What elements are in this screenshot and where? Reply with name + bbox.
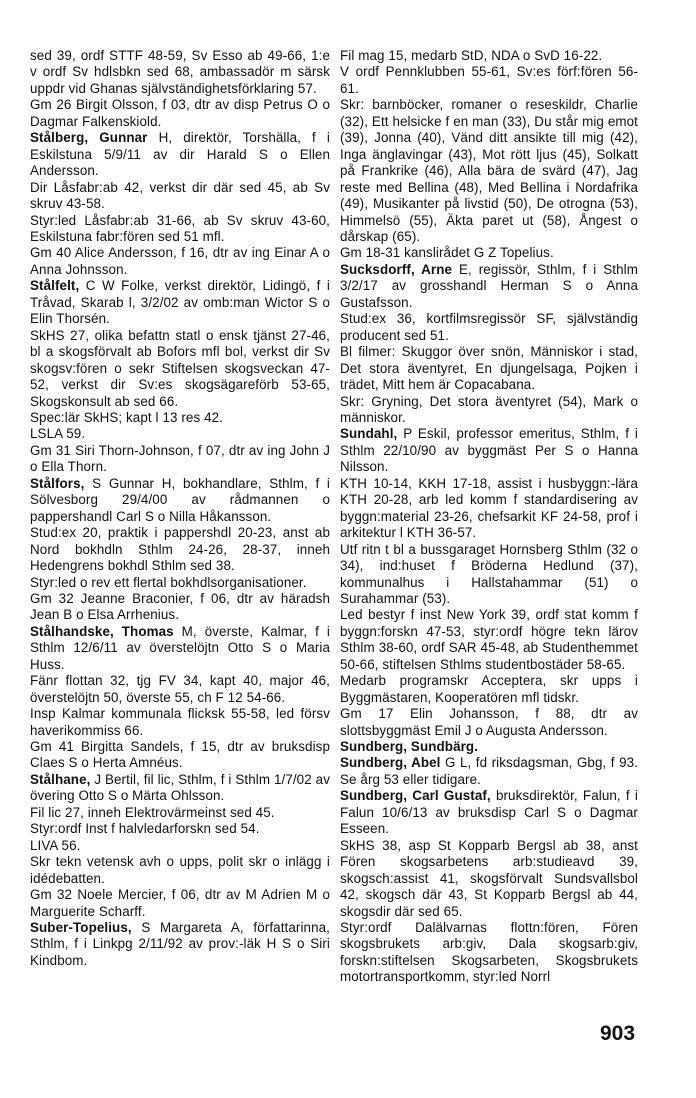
entry-text: LIVA 56. (30, 837, 81, 853)
entry-name: Suber-Topelius, (30, 920, 132, 936)
biography-entry-heading (30, 772, 330, 805)
entry-text: Fil mag 15, medarb StD, NDA o SvD 16-22. (340, 48, 603, 63)
entry-name: Stålhane, (30, 771, 91, 787)
entry-text: Gm 40 Alice Andersson, f 16, dtr av ing Einar A o Anna Johnsson. (30, 245, 330, 277)
biography-paragraph (340, 344, 638, 393)
entry-text: Spec:lär SkHS; kapt l 13 res 42. (30, 409, 223, 425)
biography-paragraph (30, 854, 330, 887)
biography-entry-heading (30, 130, 330, 179)
biography-paragraph (340, 64, 638, 97)
biography-paragraph (340, 394, 638, 427)
entry-text: Medarb programskr Acceptera, skr upps i Byggmästaren, Kooperatören mfl tidskr. (340, 673, 638, 705)
entry-text: Fänr flottan 32, tjg FV 34, kapt 40, major 46, överstelöjtn 50, överste 55, ch F 12 54-66. (30, 673, 330, 705)
entry-text: Skr: barnböcker, romaner o reseskildr, Charlie (32), Ett helsicke f en man (33), Du står mig emot (39), Jonna (40), Vänd ditt ansikte till mig (42), Inga änglavingar (43), Mot rött ljus (45), Solkatt på Frankrike (46), Alla bära de svärd (47), Jag reste med Bellina (48), Med Bellina i Nordafrika (49), Musikanter på livstid (50), De otrogna (53), Himmelsö (55), Äkta paret ut (58), Ångest o dårskap (65). (340, 97, 638, 244)
biography-paragraph (30, 525, 330, 574)
biography-paragraph (30, 48, 330, 97)
entry-text: Styr:ordf Inst f halvledarforskn sed 54. (30, 821, 260, 837)
biography-paragraph (340, 607, 638, 673)
entry-text: bruksdirektör, Falun, f i Falun 10/6/13 av bruksdisp Carl S o Dagmar Esseen. (340, 788, 638, 837)
entry-text: Styr:ordf Dalälvarnas flottn:fören, Fören skogsbrukets arb:giv, Dala skogsarb:giv, forskn:stiftelsen Skogsarbeten, Skogsbrukets motortransportkomm, styr:led Norrl (340, 920, 638, 985)
biography-entry-heading (340, 426, 638, 475)
biography-paragraph (340, 476, 638, 542)
entry-name: Stålhandske, Thomas (30, 623, 174, 639)
entry-text: S Gunnar H, bokhandlare, Sthlm, f i Sölvesborg 29/4/00 av rådmannen o pappershandl Carl S o Nilla Håkansson. (30, 475, 330, 524)
biography-paragraph (340, 97, 638, 245)
entry-text: E, regissör, Sthlm, f i Sthlm 3/2/17 av grosshandl Herman S o Anna Gustafsson. (340, 261, 638, 310)
entry-text: Gm 31 Siri Thorn-Johnson, f 07, dtr av ing John J o Ella Thorn. (30, 442, 330, 475)
biography-paragraph (30, 706, 330, 739)
biography-paragraph (30, 887, 330, 920)
biography-paragraph (340, 245, 638, 261)
biography-paragraph (30, 575, 330, 591)
entry-text: Bl filmer: Skuggor över snön, Människor i stad, Det stora äventyret, En djungelsaga, Pojken i trädet, Mitt hem är Copacabana. (340, 344, 638, 393)
entry-text: V ordf Pennklubben 55-61, Sv:es förf:fören 56-61. (340, 64, 638, 96)
biography-paragraph (30, 426, 330, 442)
biography-paragraph (30, 97, 330, 130)
entry-text: Skr tekn vetensk avh o upps, polit skr o inlägg i idédebatten. (30, 854, 330, 886)
entry-text: LSLA 59. (30, 426, 86, 442)
page-number: 903 (600, 1022, 636, 1045)
entry-text: Led bestyr f inst New York 39, ordf stat komm f byggn:forskn 47-53, styr:ordf högre tekn lärov Sthlm 38-60, ordf SAR 45-48, ab Studenthemmet 50-66, stiftelsen Sthlms studentbostäder 58-65. (340, 607, 638, 672)
left-column (30, 48, 330, 969)
entry-name: Stålberg, Gunnar (30, 130, 148, 146)
biography-paragraph (30, 328, 330, 410)
right-column (340, 48, 638, 986)
entry-text: KTH 10-14, KKH 17-18, assist i husbyggn:-lära KTH 20-28, arb led komm f standardisering av byggn:material 23-26, chefsarkit KF 24-58, prof i arkitektur l KTH 36-57. (340, 475, 638, 541)
entry-text: C W Folke, verkst direktör, Lidingö, f i Tråvad, Skarab l, 3/2/02 av omb:man Wictor S o Elin Thorsén. (30, 278, 330, 327)
entry-text: Gm 17 Elin Johansson, f 88, dtr av slottsbyggmäst Emil J o Augusta Andersson. (340, 706, 638, 738)
biography-entry-heading (340, 788, 638, 837)
entry-text: H, direktör, Torshälla, f i Eskilstuna 5/9/11 av dir Harald S o Ellen Andersson. (30, 130, 331, 179)
entry-name: Sucksdorff, Arne (340, 261, 453, 277)
entry-text: Dir Låsfabr:ab 42, verkst dir där sed 45, ab Sv skruv 43-58. (30, 179, 330, 212)
biography-paragraph (30, 410, 330, 426)
biography-entry-heading (30, 920, 330, 969)
biography-entry-heading (30, 278, 330, 327)
entry-name: Stålfors, (30, 475, 85, 491)
entry-text: Gm 32 Noele Mercier, f 06, dtr av M Adrien M o Marguerite Scharff. (30, 887, 330, 919)
entry-text: Insp Kalmar kommunala flicksk 55-58, led försv haverikommiss 66. (30, 706, 330, 738)
biography-paragraph (30, 838, 330, 854)
biography-paragraph (340, 920, 638, 986)
biography-paragraph (30, 821, 330, 837)
biography-paragraph (340, 838, 638, 920)
entry-text: SkHS 38, asp St Kopparb Bergsl ab 38, anst Fören skogsarbetens arb:studieavd 39, skogsch:assist 41, skogsförvalt Sundsvallsbol 42, skogsch där 43, St Kopparb Bergsl ab 44, skogsdir där sed 65. (340, 837, 638, 919)
entry-text: Gm 26 Birgit Olsson, f 03, dtr av disp Petrus O o Dagmar Falkenskiold. (30, 97, 330, 129)
entry-text: Utf ritn t bl a bussgaraget Hornsberg Sthlm (32 o 34), ind:huset f Bröderna Hedlund (37), kommunalhus i Hallstahammar (51) o Surahammar (53). (340, 541, 638, 606)
entry-text: Gm 32 Jeanne Braconier, f 06, dtr av häradsh Jean B o Elsa Arrhenius. (30, 590, 330, 623)
biography-entry-heading (340, 262, 638, 311)
biography-entry-heading (340, 755, 638, 788)
biography-paragraph (30, 180, 330, 213)
biography-paragraph (30, 245, 330, 278)
entry-name: Sundahl, (340, 426, 398, 442)
entry-text: Skr: Gryning, Det stora äventyret (54), Mark o människor. (340, 393, 638, 425)
biography-paragraph (30, 673, 330, 706)
biography-paragraph (30, 739, 330, 772)
entry-text: J Bertil, fil lic, Sthlm, f i Sthlm 1/7/02 av övering Otto S o Märta Ohlsson. (30, 771, 330, 804)
entry-text: Stud:ex 20, praktik i pappershdl 20-23, anst ab Nord bokhdln Sthlm 24-26, 28-37, inneh Hedengrens bokhdl Sthlm sed 38. (30, 525, 330, 574)
biography-paragraph (340, 311, 638, 344)
entry-text: Stud:ex 36, kortfilmsregissör SF, självständig producent sed 51. (340, 311, 638, 343)
entry-text: Styr:led o rev ett flertal bokhdlsorganisationer. (30, 574, 307, 590)
entry-name: Sundberg, Carl Gustaf, (340, 788, 491, 804)
entry-text: Gm 41 Birgitta Sandels, f 15, dtr av bruksdisp Claes S o Herta Amnéus. (30, 739, 330, 771)
biography-entry-heading (340, 739, 638, 755)
entry-text: M, överste, Kalmar, f i Sthlm 12/6/11 av överstelöjtn Otto S o Maria Huss. (30, 623, 330, 672)
entry-name: Sundberg, Sundbärg. (340, 739, 479, 755)
biography-paragraph (340, 706, 638, 739)
entry-text: S Margareta A, författarinna, Sthlm, f i Linkpg 2/11/92 av prov:-läk H S o Siri Kindbom. (30, 920, 330, 968)
biography-paragraph (340, 673, 638, 706)
entry-text: SkHS 27, olika befattn statl o ensk tjänst 27-46, bl a skogsförvalt ab Bofors mfl bol, verkst dir Sv skogsv:fören o sekr Stiftelsen skogsveckan 47-52, verkst dir Sv:es skogsägareförb 53-65, Skogskonsult ab sed 66. (30, 327, 330, 409)
biography-entry-heading (30, 624, 330, 673)
biography-paragraph (340, 48, 638, 64)
entry-text: Styr:led Låsfabr:ab 31-66, ab Sv skruv 43-60, Eskilstuna fabr:fören sed 51 mfl. (30, 212, 330, 244)
biography-paragraph (30, 805, 330, 821)
biography-paragraph (30, 443, 330, 476)
entry-text: sed 39, ordf STTF 48-59, Sv Esso ab 49-66, 1:e v ordf Sv hdlsbkn sed 68, ambassadör m särsk uppdr vid Ghanas självständighetsförklaring 57. (30, 48, 330, 96)
entry-name: Stålfelt, (30, 278, 80, 294)
entry-text: P Eskil, professor emeritus, Sthlm, f i Sthlm 22/10/90 av byggmäst Per S o Hanna Nilsson. (340, 426, 638, 475)
biography-paragraph (30, 591, 330, 624)
biography-paragraph (30, 213, 330, 246)
entry-name: Sundberg, Abel (340, 755, 441, 771)
entry-text: Gm 18-31 kanslirådet G Z Topelius. (340, 245, 554, 261)
entry-text: Fil lic 27, inneh Elektrovärmeinst sed 45. (30, 804, 275, 820)
biography-paragraph (340, 542, 638, 608)
entry-text: G L, fd riksdagsman, Gbg, f 93. Se årg 53 eller tidigare. (340, 755, 638, 787)
biography-entry-heading (30, 476, 330, 525)
